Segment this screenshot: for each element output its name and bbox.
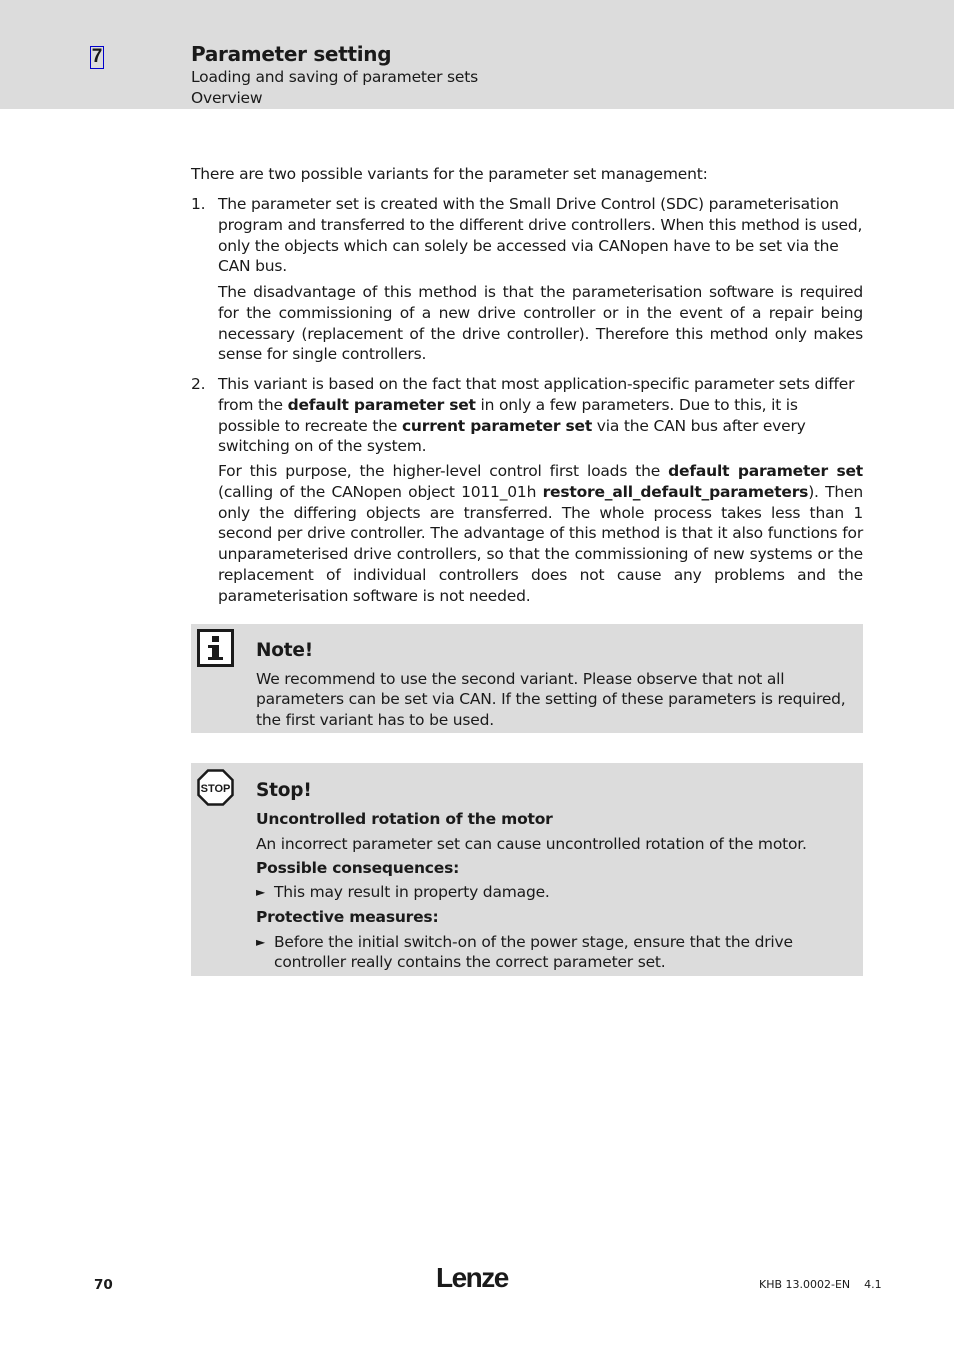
subsection-subtitle: Overview: [191, 89, 263, 107]
item-1-paragraph-1: The parameter set is created with the Small Drive Control (SDC) parameterisation program and transferred to the different drive controllers. When this method is used, only the objects which can solely be accessed via CANopen have to be set via the CAN bus.: [218, 195, 863, 276]
lenze-logo: Lenze: [436, 1262, 508, 1293]
consequence-item: ► This may result in property damage.: [256, 883, 550, 901]
intro-paragraph: There are two possible variants for the parameter set management:: [191, 165, 708, 183]
note-text: We recommend to use the second variant. Please observe that not all parameters can be set via CAN. If the setting of these parameters is required, the first variant has to be used.: [256, 670, 846, 729]
list-number: 1.: [191, 195, 206, 213]
hazard-heading: Uncontrolled rotation of the motor: [256, 810, 553, 828]
page-title: Parameter setting: [191, 42, 392, 66]
list-number: 2.: [191, 375, 206, 393]
stop-title: Stop!: [256, 780, 312, 801]
hazard-description: An incorrect parameter set can cause uncontrolled rotation of the motor.: [256, 835, 807, 853]
item-1-paragraph-2: The disadvantage of this method is that the parameterisation software is required for the commissioning of a new drive controller or in the event of a repair being necessary (replacement of the drive controller). Therefore this method only makes sense for single controllers.: [218, 283, 863, 364]
measure-item: ► Before the initial switch-on of the power stage, ensure that the drive controller really contains the correct parameter set.: [256, 933, 793, 972]
measures-label: Protective measures:: [256, 908, 439, 926]
document-reference: KHB 13.0002-EN 4.1: [759, 1278, 882, 1291]
stop-box: [191, 763, 863, 976]
bullet-arrow-icon: ►: [256, 935, 266, 949]
bullet-arrow-icon: ►: [256, 885, 266, 899]
note-box: [191, 624, 863, 733]
section-subtitle: Loading and saving of parameter sets: [191, 68, 478, 86]
note-title: Note!: [256, 640, 314, 661]
consequences-label: Possible consequences:: [256, 859, 460, 877]
page-number: 70: [94, 1277, 113, 1293]
page-header: [0, 0, 954, 109]
stop-sign-icon: [197, 769, 234, 806]
item-2-paragraph-2: For this purpose, the higher-level control first loads the default parameter set (calling of the CANopen object 1011_01h restore_all_default_parameters). Then only the differing objects are transferred. The whole process takes less than 1 second per drive controller. The advantage of this method is that it also functions for unparameterised drive controllers, so that the commissioning of new systems or the replacement of individual controllers does not cause any problems and the parameterisation software is not needed.: [218, 462, 863, 605]
item-2-paragraph-1: This variant is based on the fact that most application-specific parameter sets differ from the default parameter set in only a few parameters. Due to this, it is possible to recreate the current parameter set via the CAN bus after every switching on of the system.: [218, 375, 855, 456]
info-icon: [197, 629, 234, 667]
chapter-number[interactable]: 7: [91, 46, 103, 67]
svg-text:STOP: STOP: [200, 783, 231, 795]
